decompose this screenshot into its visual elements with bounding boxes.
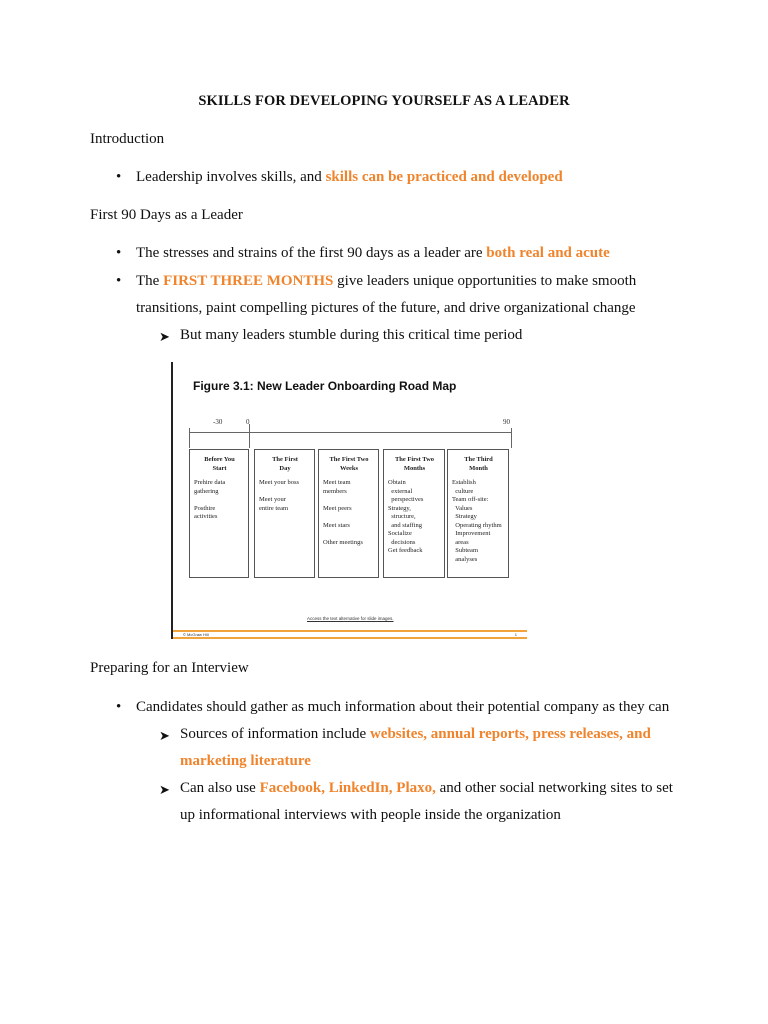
bullet-highlight: both real and acute xyxy=(486,245,610,261)
arrow-bullet-icon: ➤ xyxy=(159,782,170,797)
first90-bullet-1 xyxy=(136,245,610,262)
interview-sub-2 xyxy=(180,780,673,797)
bullet-text: The xyxy=(136,273,164,289)
stage-title: The First Day xyxy=(272,456,298,472)
bullet-highlight: FIRST THREE MONTHS xyxy=(163,273,334,289)
stage-items: Prehire data gathering Posthire activities xyxy=(194,479,226,520)
stage-third-month xyxy=(447,449,509,578)
stage-items: Meet team members Meet peers Meet stars Other meetings xyxy=(323,479,363,546)
arrow-bullet-icon: ➤ xyxy=(159,728,170,743)
stage-before-you-start xyxy=(189,449,249,578)
interview-sub-1-line2: marketing literature xyxy=(180,753,311,769)
bullet-highlight: skills can be practiced and developed xyxy=(325,169,563,185)
timeline-tick xyxy=(189,428,190,448)
footer-page-number: 1 xyxy=(514,632,517,637)
stage-first-two-months xyxy=(383,449,445,578)
stage-title: Before You Start xyxy=(204,456,235,472)
bullet-text: The stresses and strains of the first 90 days as a leader are xyxy=(136,245,487,261)
first90-bullet-2-line2: transitions, paint compelling pictures of the future, and drive organizational change xyxy=(136,300,636,316)
footer-accent-line xyxy=(173,637,527,639)
first90-sub-1: But many leaders stumble during this critical time period xyxy=(180,327,523,343)
stage-items: Obtain external perspectives Strategy, structure, and staffing Socialize decisions Get feedback xyxy=(388,479,424,554)
stage-items: Meet your boss Meet your entire team xyxy=(259,479,300,512)
timeline-tick xyxy=(511,428,512,448)
tick-label-90: 90 xyxy=(503,418,510,426)
arrow-bullet-icon: ➤ xyxy=(159,329,170,344)
tick-label-minus-30: -30 xyxy=(213,418,223,426)
footer-copyright: © McGraw Hill xyxy=(183,632,209,637)
stage-title: The First Two Months xyxy=(394,456,435,472)
bullet-text: and other social networking sites to set xyxy=(435,780,673,796)
bullet-text: Can also use xyxy=(180,780,260,796)
stage-items: Establish culture Team off-site: Values Strategy Operating rhythm Improvement areas Subteam analyses xyxy=(452,479,502,563)
footer-accent-line xyxy=(173,630,527,632)
bullet-text: give leaders unique opportunities to make smooth xyxy=(333,273,637,289)
bullet-text: Leadership involves skills, and xyxy=(136,169,326,185)
timeline-tick xyxy=(249,424,250,448)
figure-left-border xyxy=(171,362,173,639)
section-heading-introduction: Introduction xyxy=(90,131,165,147)
first90-bullet-2 xyxy=(136,273,636,290)
figure-title: Figure 3.1: New Leader Onboarding Road Map xyxy=(193,379,457,393)
interview-sub-1 xyxy=(180,726,651,743)
text-alternative-link[interactable]: Access the text alternative for slide images. xyxy=(307,616,394,621)
onboarding-road-map-figure xyxy=(171,362,527,639)
bullet-dot: • xyxy=(116,169,122,185)
tick-label-0: 0 xyxy=(246,418,250,426)
stage-first-two-weeks xyxy=(318,449,379,578)
section-heading-interview: Preparing for an Interview xyxy=(90,660,249,676)
interview-bullet-1: Candidates should gather as much information about their potential company as they can xyxy=(136,699,670,715)
bullet-text: Sources of information include xyxy=(180,726,370,742)
page-title: SKILLS FOR DEVELOPING YOURSELF AS A LEADER xyxy=(198,93,570,109)
stage-title: The Third Month xyxy=(464,456,493,472)
bullet-dot: • xyxy=(116,245,122,261)
bullet-dot: • xyxy=(116,273,122,289)
timeline-axis xyxy=(189,432,511,433)
bullet-dot: • xyxy=(116,699,122,715)
interview-sub-2-line2: up informational interviews with people inside the organization xyxy=(180,807,561,823)
bullet-highlight: Facebook, LinkedIn, Plaxo, xyxy=(259,780,436,796)
stage-first-day xyxy=(254,449,315,578)
stage-title: The First Two Weeks xyxy=(329,456,369,472)
section-heading-first-90-days: First 90 Days as a Leader xyxy=(90,207,243,223)
bullet-highlight: websites, annual reports, press releases, and xyxy=(369,726,651,742)
intro-bullet-1 xyxy=(136,169,563,186)
